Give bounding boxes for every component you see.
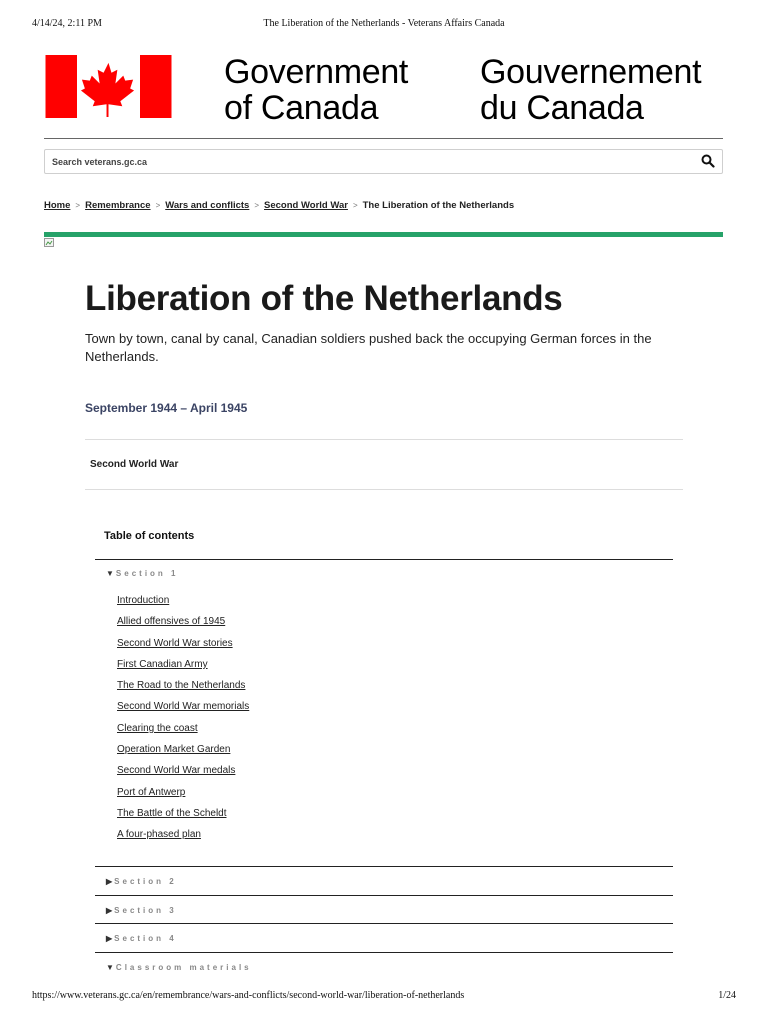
toc-divider <box>95 952 673 953</box>
date-range: September 1944 – April 1945 <box>85 401 248 415</box>
toc-classroom-materials-toggle[interactable] <box>106 963 252 972</box>
toc-link[interactable]: A four-phased plan <box>117 829 201 841</box>
search-bar <box>44 149 723 174</box>
list-item <box>117 829 249 850</box>
wordmark-english <box>224 54 408 126</box>
list-item <box>117 680 249 701</box>
toc-section-label: Section 1 <box>115 569 179 578</box>
print-doc-title: The Liberation of the Netherlands - Veterans Affairs Canada <box>263 18 505 29</box>
toc-link[interactable]: Operation Market Garden <box>117 744 231 756</box>
wordmark-fr-line2: du Canada <box>480 89 644 127</box>
breadcrumb-current: The Liberation of the Netherlands <box>362 200 515 211</box>
caret-right-icon: ▶ <box>106 877 113 886</box>
list-item <box>117 595 249 616</box>
toc-section-2-toggle[interactable] <box>106 877 177 886</box>
hero <box>85 278 685 415</box>
breadcrumb-second-world-war[interactable]: Second World War <box>264 200 348 211</box>
caret-right-icon: ▶ <box>106 906 113 915</box>
toc-divider <box>95 866 673 867</box>
toc-section-1-links <box>117 595 249 851</box>
toc-link[interactable]: Second World War stories <box>117 637 233 649</box>
conflict-tag: Second World War <box>90 459 179 470</box>
toc-title: Table of contents <box>104 530 195 542</box>
list-item <box>117 765 249 786</box>
list-item <box>117 616 249 637</box>
breadcrumb-wars-and-conflicts[interactable]: Wars and conflicts <box>165 200 250 211</box>
toc-link[interactable]: Introduction <box>117 595 170 606</box>
toc-link[interactable]: Second World War memorials <box>117 701 250 713</box>
toc-section-label: Classroom materials <box>115 963 252 972</box>
toc-link[interactable]: The Road to the Netherlands <box>117 680 246 692</box>
caret-down-icon: ▼ <box>106 963 114 972</box>
toc-divider <box>95 895 673 896</box>
list-item <box>117 701 249 722</box>
toc-section-label: Section 4 <box>114 934 177 943</box>
wordmark-french <box>480 54 701 126</box>
toc-section-4-toggle[interactable] <box>106 934 177 943</box>
print-datetime: 4/14/24, 2:11 PM <box>32 18 102 29</box>
search-input[interactable] <box>45 150 695 173</box>
print-page-number: 1/24 <box>718 990 736 1001</box>
search-icon <box>701 154 715 168</box>
print-url: https://www.veterans.gc.ca/en/remembrance/wars-and-conflicts/second-world-war/liberation-of-netherlands <box>32 990 465 1001</box>
divider <box>85 489 683 490</box>
page-title: Liberation of the Netherlands <box>85 279 563 318</box>
toc-divider <box>95 559 673 560</box>
print-header <box>32 18 736 32</box>
toc-link[interactable]: Allied offensives of 1945 <box>117 616 226 628</box>
search-button[interactable] <box>700 154 716 170</box>
toc-section-label: Section 2 <box>114 877 177 886</box>
toc-section-label: Section 3 <box>114 906 177 915</box>
toc-divider <box>95 923 673 924</box>
breadcrumb-separator: > <box>352 201 358 210</box>
breadcrumb-separator: > <box>155 201 161 210</box>
toc-section-3-toggle[interactable] <box>106 906 177 915</box>
breadcrumb-remembrance[interactable]: Remembrance <box>85 200 151 211</box>
wordmark-fr-line1: Gouvernement <box>480 53 702 91</box>
list-item <box>117 787 249 808</box>
toc-link[interactable]: Port of Antwerp <box>117 786 186 798</box>
toc-link[interactable]: First Canadian Army <box>117 658 208 670</box>
toc-link[interactable]: The Battle of the Scheldt <box>117 807 227 819</box>
toc-link[interactable]: Second World War medals <box>117 765 236 777</box>
wordmark-en-line2: of Canada <box>224 89 379 127</box>
breadcrumb-separator: > <box>75 201 81 210</box>
lede-text: Town by town, canal by canal, Canadian soldiers pushed back the occupying German forces in the Netherlands. <box>85 331 652 364</box>
toc-section-1-toggle[interactable] <box>106 569 179 578</box>
divider <box>85 439 683 440</box>
list-item <box>117 808 249 829</box>
breadcrumb-home[interactable]: Home <box>44 200 71 211</box>
toc-link[interactable]: Clearing the coast <box>117 722 198 734</box>
breadcrumb-separator: > <box>254 201 260 210</box>
canada-flag-icon <box>44 55 173 118</box>
caret-right-icon: ▶ <box>106 934 113 943</box>
list-item <box>117 723 249 744</box>
accent-bar <box>44 232 723 237</box>
header-divider <box>44 138 723 139</box>
wordmark-en-line1: Government <box>224 53 409 91</box>
list-item <box>117 744 249 765</box>
breadcrumb <box>44 200 514 211</box>
gc-header <box>44 53 724 127</box>
list-item <box>117 638 249 659</box>
list-item <box>117 659 249 680</box>
print-footer <box>32 990 736 1004</box>
broken-image-icon <box>44 238 56 248</box>
caret-down-icon: ▼ <box>106 569 114 578</box>
